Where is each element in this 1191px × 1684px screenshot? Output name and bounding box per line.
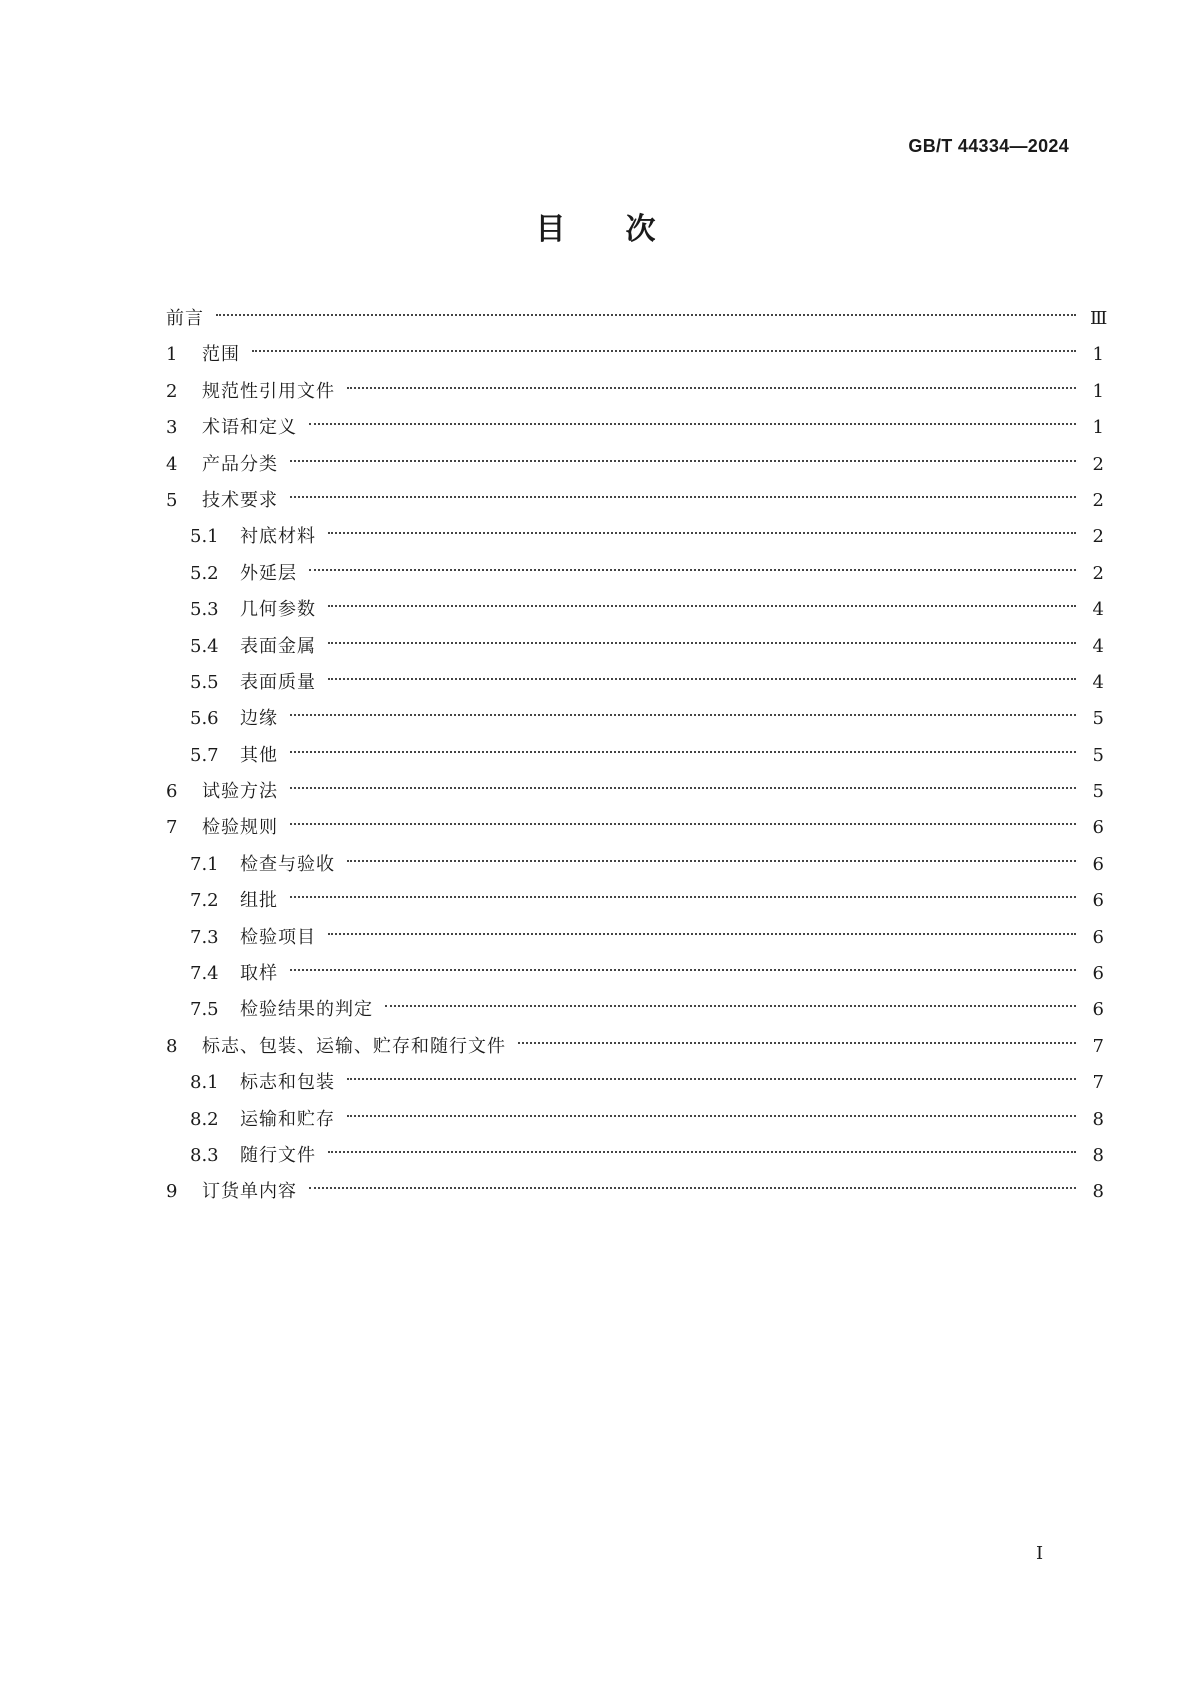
toc-entry-label: 前言 <box>166 308 204 329</box>
toc-entry-page: 7 <box>1092 1072 1104 1094</box>
toc-entry[interactable] <box>166 701 1104 737</box>
toc-entry-label: 试验方法 <box>202 781 278 803</box>
toc-entry-number: 5.7 <box>190 744 219 766</box>
dot-leader <box>290 896 1076 898</box>
toc-entry[interactable] <box>166 992 1104 1028</box>
toc-entry-number: 7.4 <box>190 963 219 985</box>
toc-entry[interactable] <box>166 810 1104 846</box>
toc-entry[interactable] <box>166 374 1104 410</box>
toc-entry-label: 检验项目 <box>240 926 316 948</box>
dot-leader <box>290 460 1076 462</box>
toc-entry-number: 4 <box>166 453 178 475</box>
dot-leader <box>216 314 1076 316</box>
dot-leader <box>290 969 1076 971</box>
toc-entry-number: 8 <box>166 1035 178 1057</box>
toc-entry-label: 其他 <box>240 744 278 766</box>
toc-entry-page: 4 <box>1092 599 1104 621</box>
dot-leader <box>290 787 1076 789</box>
toc-entry[interactable] <box>166 483 1104 519</box>
toc-entry-page: 1 <box>1092 417 1104 439</box>
toc-entry-number: 7.5 <box>190 999 219 1021</box>
toc-entry[interactable] <box>166 556 1104 592</box>
toc-entry-number: 9 <box>166 1181 178 1203</box>
toc-entry-number: 5.3 <box>190 599 219 621</box>
toc-entry[interactable] <box>166 738 1104 774</box>
toc-entry[interactable] <box>166 592 1104 628</box>
toc-entry-label: 检验结果的判定 <box>240 999 373 1021</box>
toc-entry-number: 7 <box>166 817 178 839</box>
toc-entry-number: 5.4 <box>190 635 219 657</box>
toc-entry-page: 4 <box>1092 635 1104 657</box>
toc-entry-number: 3 <box>166 417 178 439</box>
toc-entry-page: 6 <box>1092 853 1104 875</box>
toc-entry-page: 5 <box>1092 781 1104 803</box>
toc-entry[interactable] <box>166 1102 1104 1138</box>
toc-entry-number: 8.3 <box>190 1144 219 1166</box>
toc-entry-number: 5.6 <box>190 708 219 730</box>
toc-entry[interactable] <box>166 1138 1104 1174</box>
toc-entry[interactable] <box>166 956 1104 992</box>
toc-entry-label: 规范性引用文件 <box>202 380 335 402</box>
toc-entry[interactable] <box>166 665 1104 701</box>
toc-entry-label: 标志、包装、运输、贮存和随行文件 <box>202 1035 506 1057</box>
page-title: 目 次 <box>535 212 656 247</box>
toc-entry-label: 技术要求 <box>202 489 278 511</box>
toc-entry-page: 8 <box>1092 1108 1104 1130</box>
toc-entry-page: 8 <box>1092 1181 1104 1203</box>
toc-entry-page: 7 <box>1092 1035 1104 1057</box>
toc-entry[interactable] <box>166 519 1104 555</box>
dot-leader <box>309 1187 1076 1189</box>
dot-leader <box>290 751 1076 753</box>
toc-entry-label: 标志和包装 <box>240 1072 335 1094</box>
dot-leader <box>290 823 1076 825</box>
toc-entry[interactable] <box>166 920 1104 956</box>
toc-entry-page: 6 <box>1092 817 1104 839</box>
dot-leader <box>328 678 1076 680</box>
dot-leader <box>385 1005 1076 1007</box>
toc-entry-page: 4 <box>1092 671 1104 693</box>
toc-entry-page: 8 <box>1092 1144 1104 1166</box>
toc-entry-label: 取样 <box>240 963 278 985</box>
toc-entry-page: 1 <box>1092 344 1104 366</box>
dot-leader <box>290 714 1076 716</box>
toc-entry-number: 6 <box>166 781 178 803</box>
toc-entry-label: 术语和定义 <box>202 417 297 439</box>
toc-entry-page: 6 <box>1092 999 1104 1021</box>
toc-entry-label: 衬底材料 <box>240 526 316 548</box>
toc-entry[interactable] <box>166 447 1104 483</box>
toc-entry-page: 2 <box>1092 453 1104 475</box>
toc-entry-label: 表面质量 <box>240 671 316 693</box>
dot-leader <box>252 350 1076 352</box>
dot-leader <box>309 423 1076 425</box>
toc-entry-label: 检查与验收 <box>240 853 335 875</box>
toc-entry-page: Ⅲ <box>1090 308 1108 329</box>
toc-entry[interactable] <box>166 1029 1104 1065</box>
toc-entry-page: 6 <box>1092 963 1104 985</box>
toc-entry[interactable] <box>166 629 1104 665</box>
toc-entry-number: 7.3 <box>190 926 219 948</box>
toc-entry[interactable] <box>166 847 1104 883</box>
dot-leader <box>328 605 1076 607</box>
toc-entry-label: 订货单内容 <box>202 1181 297 1203</box>
toc-entry-page: 2 <box>1092 562 1104 584</box>
toc-entry-number: 8.1 <box>190 1072 219 1094</box>
page-number: I <box>1036 1543 1044 1564</box>
toc-entry-page: 6 <box>1092 890 1104 912</box>
toc-entry-page: 2 <box>1092 526 1104 548</box>
toc-entry-label: 边缘 <box>240 708 278 730</box>
toc-entry-page: 1 <box>1092 380 1104 402</box>
dot-leader <box>328 642 1076 644</box>
toc-entry-number: 2 <box>166 380 178 402</box>
table-of-contents <box>166 301 1108 1211</box>
standard-code: GB/T 44334—2024 <box>908 136 1069 156</box>
dot-leader <box>347 1115 1076 1117</box>
toc-entry-page: 5 <box>1092 744 1104 766</box>
toc-entry[interactable] <box>166 301 1108 337</box>
toc-entry[interactable] <box>166 410 1104 446</box>
dot-leader <box>347 860 1076 862</box>
toc-entry[interactable] <box>166 883 1104 919</box>
dot-leader <box>328 1151 1076 1153</box>
toc-entry-label: 随行文件 <box>240 1144 316 1166</box>
toc-entry-label: 表面金属 <box>240 635 316 657</box>
toc-entry-number: 5.1 <box>190 526 219 548</box>
toc-entry-number: 8.2 <box>190 1108 219 1130</box>
toc-entry-label: 几何参数 <box>240 599 316 621</box>
toc-entry-label: 检验规则 <box>202 817 278 839</box>
dot-leader <box>290 496 1076 498</box>
toc-entry-number: 5 <box>166 489 178 511</box>
toc-entry-page: 5 <box>1092 708 1104 730</box>
toc-entry-page: 6 <box>1092 926 1104 948</box>
toc-entry[interactable] <box>166 337 1104 373</box>
toc-entry[interactable] <box>166 1174 1104 1210</box>
dot-leader <box>309 569 1076 571</box>
toc-entry-label: 范围 <box>202 344 240 366</box>
toc-entry[interactable] <box>166 1065 1104 1101</box>
toc-entry-number: 5.2 <box>190 562 219 584</box>
dot-leader <box>347 387 1076 389</box>
toc-entry[interactable] <box>166 774 1104 810</box>
toc-entry-number: 7.2 <box>190 890 219 912</box>
toc-entry-label: 组批 <box>240 890 278 912</box>
toc-entry-number: 5.5 <box>190 671 219 693</box>
dot-leader <box>328 532 1076 534</box>
toc-entry-label: 运输和贮存 <box>240 1108 335 1130</box>
toc-entry-number: 1 <box>166 344 178 366</box>
toc-entry-number: 7.1 <box>190 853 219 875</box>
dot-leader <box>328 933 1076 935</box>
toc-entry-label: 产品分类 <box>202 453 278 475</box>
toc-entry-page: 2 <box>1092 489 1104 511</box>
dot-leader <box>518 1042 1076 1044</box>
toc-entry-label: 外延层 <box>240 562 297 584</box>
dot-leader <box>347 1078 1076 1080</box>
